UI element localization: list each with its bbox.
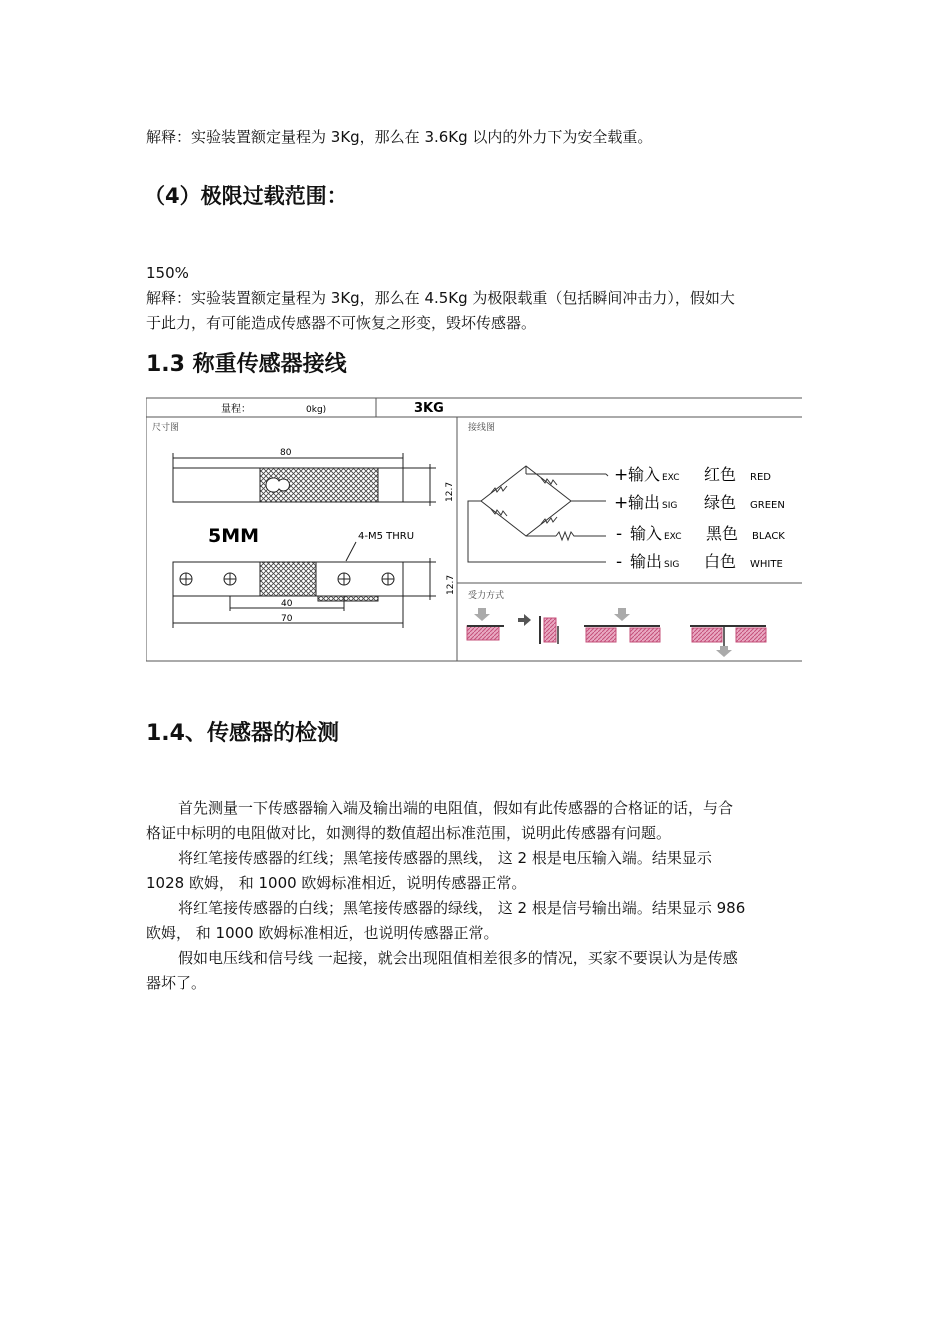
section-1-4-heading: 1.4、传感器的检测 — [146, 721, 339, 746]
dimension-80: 80 — [280, 448, 292, 458]
dimension-40: 40 — [281, 599, 293, 609]
center-slot-hole — [266, 478, 289, 492]
range-label: 量程： — [221, 404, 251, 415]
para1-line2: 格证中标明的电阻做对比，如测得的数值超出标准范围，说明此传感器有问题。 — [146, 824, 672, 842]
force-mode-title: 受力方式 — [468, 591, 505, 601]
bridge-circuit — [468, 466, 608, 562]
svg-text:GREEN: GREEN — [750, 500, 785, 511]
svg-text:WHITE: WHITE — [750, 559, 783, 570]
bottom-strain-gauge-area — [260, 562, 316, 596]
thread-note: 4-M5 THRU — [358, 531, 415, 542]
svg-text:红色: 红色 — [704, 465, 737, 484]
dimension-5mm: 5MM — [208, 525, 260, 547]
range-value: 3KG — [414, 401, 444, 416]
svg-text:-: - — [616, 552, 623, 572]
svg-text:EXC: EXC — [662, 473, 680, 483]
svg-text:BLACK: BLACK — [752, 531, 785, 542]
svg-text:SIG: SIG — [662, 501, 678, 511]
limit-overload-heading: （4）极限过载范围： — [144, 184, 348, 208]
range-unit: 0kg) — [306, 405, 327, 415]
para4-line2: 器坏了。 — [146, 974, 207, 992]
svg-text:RED: RED — [750, 472, 771, 483]
thread-leader-line — [346, 542, 356, 561]
svg-text:白色: 白色 — [704, 552, 737, 571]
limit-overload-explanation-line1: 解释：实验装置额定量程为 3Kg，那么在 4.5Kg 为极限载重（包括瞬间冲击力），假如大 — [146, 289, 735, 307]
limit-overload-explanation-line2: 于此力，有可能造成传感器不可恢复之形变，毁坏传感器。 — [146, 314, 537, 332]
svg-text:SIG: SIG — [664, 560, 680, 570]
wiring-title: 接线图 — [468, 423, 496, 433]
svg-text:输出: 输出 — [628, 493, 661, 512]
para2-line1: 将红笔接传感器的红线；黑笔接传感器的黑线， 这 2 根是电压输入端。结果显示 — [178, 849, 712, 867]
section-1-3-heading: 1.3 称重传感器接线 — [146, 352, 347, 377]
wire-legend-green — [614, 493, 785, 513]
dimension-70: 70 — [281, 614, 293, 624]
para2-line2: 1028 欧姆， 和 1000 欧姆标准相近，说明传感器正常。 — [146, 874, 527, 892]
wire-legend-red — [614, 465, 771, 485]
svg-text:黑色: 黑色 — [706, 524, 739, 543]
svg-text:+: + — [614, 493, 629, 513]
para3-line1: 将红笔接传感器的白线；黑笔接传感器的绿线， 这 2 根是信号输出端。结果显示 986 — [178, 899, 746, 917]
svg-text:输入: 输入 — [630, 524, 663, 543]
para4-line1: 假如电压线和信号线 一起接，就会出现阻值相差很多的情况，买家不要误认为是传感 — [178, 949, 738, 967]
svg-text:输出: 输出 — [630, 552, 663, 571]
para3-line2: 欧姆， 和 1000 欧姆标准相近，也说明传感器正常。 — [146, 924, 499, 942]
wire-legend-black — [616, 524, 785, 544]
force-mode-diagrams — [467, 608, 766, 657]
svg-text:输入: 输入 — [628, 465, 661, 484]
bottom-gauge-edge — [318, 596, 378, 601]
svg-text:EXC: EXC — [664, 532, 682, 542]
svg-text:-: - — [616, 524, 623, 544]
limit-overload-value: 150% — [146, 264, 189, 282]
dimension-12-7-top: 12.7 — [445, 481, 455, 502]
wire-legend-white — [616, 552, 783, 572]
svg-text:+: + — [614, 465, 629, 485]
svg-text:绿色: 绿色 — [704, 493, 737, 512]
para1-line1: 首先测量一下传感器输入端及输出端的电阻值，假如有此传感器的合格证的话，与合 — [178, 799, 734, 817]
dimension-title: 尺寸图 — [152, 423, 180, 433]
dimension-12-7-bottom: 12.7 — [446, 574, 456, 595]
safe-load-explanation: 解释：实验装置额定量程为 3Kg，那么在 3.6Kg 以内的外力下为安全载重。 — [146, 128, 653, 146]
wiring-figure — [146, 396, 802, 662]
